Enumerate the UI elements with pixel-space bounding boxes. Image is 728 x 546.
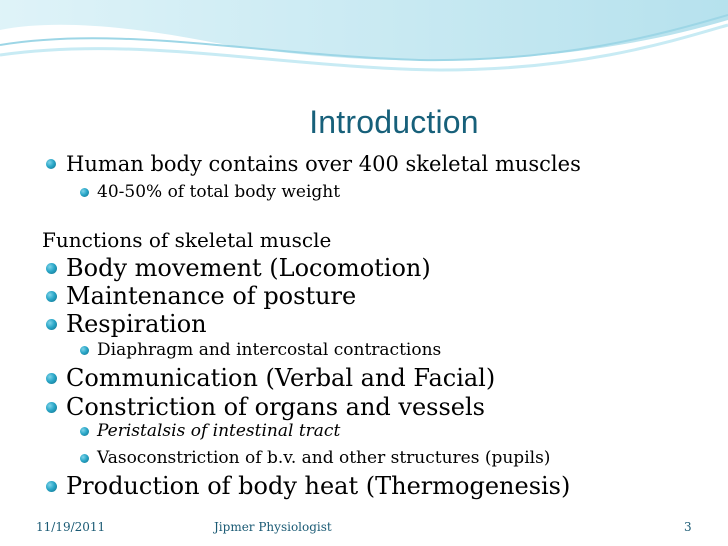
bullet-text: Peristalsis of intestinal tract bbox=[97, 421, 341, 441]
footer-page-number: 3 bbox=[684, 520, 692, 534]
bullet-item bbox=[44, 254, 431, 282]
bullet-text: Diaphragm and intercostal contractions bbox=[97, 340, 442, 360]
bullet-icon bbox=[46, 319, 57, 330]
sub-bullet-item bbox=[80, 182, 340, 202]
heading-text: Functions of skeletal muscle bbox=[42, 228, 332, 252]
bullet-text: Constriction of organs and vessels bbox=[66, 393, 485, 421]
bullet-item bbox=[44, 472, 570, 500]
bullet-icon bbox=[46, 291, 57, 302]
bullet-text: Production of body heat (Thermogenesis) bbox=[66, 472, 571, 500]
footer-center-text: Jipmer Physiologist bbox=[214, 520, 332, 534]
bullet-item bbox=[44, 282, 356, 310]
bullet-text: Human body contains over 400 skeletal muscles bbox=[66, 152, 581, 176]
bullet-item bbox=[44, 310, 207, 338]
sub-bullet-item bbox=[80, 421, 340, 441]
bullet-icon bbox=[46, 263, 57, 274]
bullet-text: Vasoconstriction of b.v. and other structures (pupils) bbox=[97, 448, 551, 468]
footer-date: 11/19/2011 bbox=[36, 520, 106, 534]
bullet-item bbox=[44, 364, 495, 392]
bullet-text: Maintenance of posture bbox=[66, 282, 357, 310]
bullet-text: Communication (Verbal and Facial) bbox=[66, 364, 496, 392]
sub-bullet-item bbox=[80, 340, 441, 360]
bullet-text: Respiration bbox=[66, 310, 207, 338]
bullet-text: Body movement (Locomotion) bbox=[66, 254, 431, 282]
header-swoosh-decoration bbox=[0, 0, 728, 110]
section-heading bbox=[42, 228, 331, 252]
bullet-icon bbox=[46, 373, 57, 384]
bullet-item bbox=[44, 152, 581, 176]
bullet-text: 40-50% of total body weight bbox=[97, 182, 341, 202]
bullet-icon bbox=[46, 402, 57, 413]
bullet-icon bbox=[46, 481, 57, 492]
bullet-icon bbox=[46, 159, 56, 169]
bullet-item bbox=[44, 393, 485, 421]
bullet-icon bbox=[80, 454, 89, 463]
bullet-icon bbox=[80, 188, 89, 197]
bullet-icon bbox=[80, 427, 89, 436]
sub-bullet-item bbox=[80, 448, 550, 468]
slide-title: Introduction bbox=[309, 104, 479, 140]
bullet-icon bbox=[80, 346, 89, 355]
